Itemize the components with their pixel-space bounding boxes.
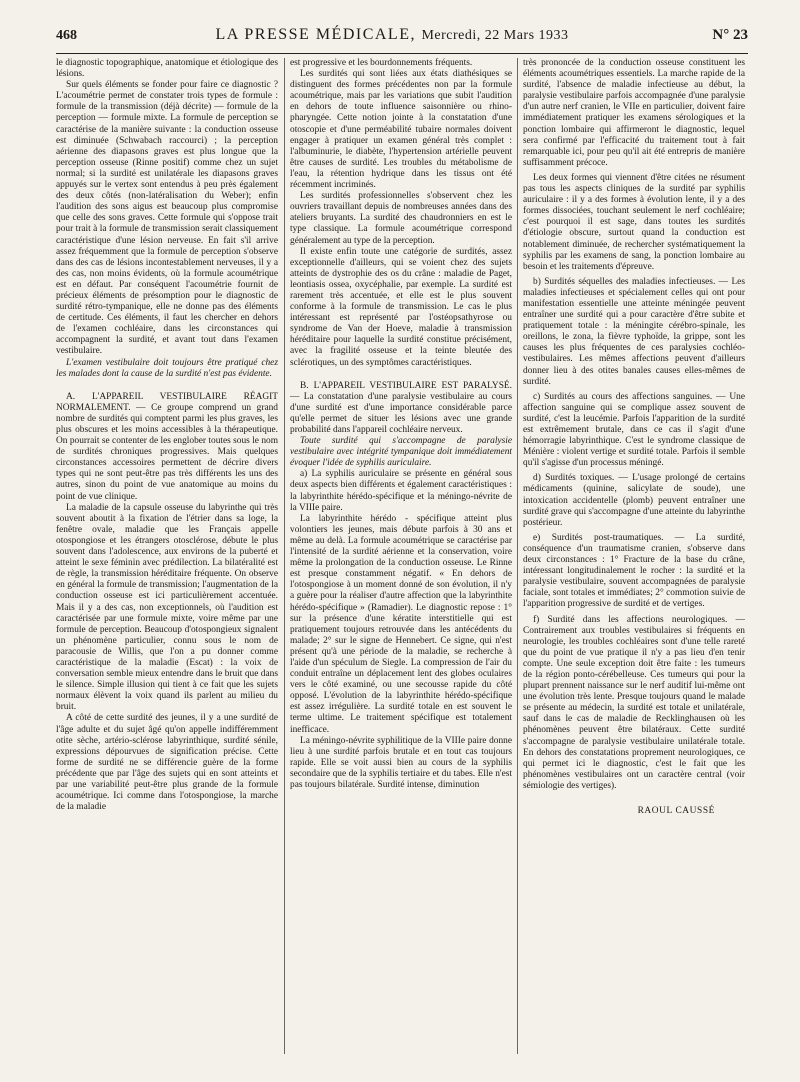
paragraph: a) La syphilis auriculaire se présente en général sous deux aspects bien différents et également caractéristiques : la labyrinthite hérédo-spécifique et la méningo-névrite de la VIIIe paire. xyxy=(290,469,512,513)
paragraph: b) Surdités séquelles des maladies infectieuses. — Les maladies infectieuses et spécialement celles qui ont pour manifestation essentielle une atteinte méningée peuvent entraîner une surdité qui a pour caractère d'être subite et pratiquement totale : la méningite cérébro-spinale, les oreillons, le zona, la fièvre typhoïde, la grippe, sont les causes les plus fréquentes de ces paralysies cochléo-vestibulaires. Les mêmes affections peuvent d'ailleurs donner lieu à des otites banales causes elles-mêmes de surdité. xyxy=(523,276,745,387)
issue-number: N° 23 xyxy=(712,27,748,43)
paragraph: Les surdités qui sont liées aux états diathésiques se distinguent des formes précédentes non par la formule acoumétrique, mais par les variations que subit l'audition en dehors de toute influence saisonnière ou rhino-pharyngée. Cette notion jointe à la constatation d'une otoscopie et d'une perméabilité tubaire normales doivent engager à pratiquer un examen général très complet : l'albuminurie, le diabète, l'hypertension artérielle peuvent être causes de surdité. Les troubles du métabolisme de l'eau, la rétention hydrique dans les tissus ont été récemment incriminés. xyxy=(290,69,512,191)
page-header xyxy=(56,26,748,52)
author-signature: RAOUL CAUSSÉ xyxy=(637,806,715,816)
emphasis-paragraph: Toute surdité qui s'accompagne de paralysie vestibulaire avec intégrité tympanique doit immédiatement évoquer l'idée de syphilis auriculaire. xyxy=(290,436,512,469)
column-3 xyxy=(523,58,745,1054)
column-1 xyxy=(56,58,278,1054)
header-rule xyxy=(56,53,748,54)
paragraph: d) Surdités toxiques. — L'usage prolongé de certains médicaments (quinine, salicylate de soude), une intoxication accidentelle (plomb) peuvent entraîner une surdité grave qui s'accompagne d'une atteinte du labyrinthe postérieur. xyxy=(523,473,745,528)
column-2 xyxy=(290,58,512,1054)
paragraph: Les surdités professionnelles s'observent chez les ouvriers travaillant depuis de nombreuses années dans des ateliers bruyants. La surdité des chaudronniers en est le type classique. La formule acoumétrique correspond généralement au type de la perception. xyxy=(290,191,512,246)
paragraph: f) Surdité dans les affections neurologiques. — Contrairement aux troubles vestibulaires si fréquents en neurologie, les troubles cochléaires sont d'une telle rareté que du point de vue pratique il n'y a pas lieu d'en tenir compte. Une seule exception doit être faite : les tumeurs de la région ponto-cérébelleuse. Ces tumeurs qui pour la plupart prennent naissance sur le nerf auditif lui-même ont une évolution très lente. Presque toujours quand le malade se présente au médecin, la surdité est totale et unilatérale, sauf dans le cas de maladie de Recklinghausen où les phénomènes peuvent être bilatéraux. Cette surdité s'accompagne de paralysie vestibulaire unilatérale totale. En dehors des constatations proprement neurologiques, ce qui permet ici le diagnostic, c'est le fait que les phénomènes vestibulaires ont un caractère central (voir sémiologie des vertiges). xyxy=(523,614,745,791)
paragraph: c) Surdités au cours des affections sanguines. — Une affection sanguine qui se complique assez souvent de surdité, c'est la leucémie. Parfois l'apparition de la surdité est extrêmement brutale, dans ce cas il s'agit d'une hémorragie labyrinthique. C'est le syndrome classique de Ménière : violent vertige et surdité totale. Parfois il semble qu'il s'agisse d'un processus méningé. xyxy=(523,391,745,469)
column-divider xyxy=(517,58,518,1054)
paragraph: La labyrinthite hérédo - spécifique atteint plus volontiers les jeunes, mais débute parfois à 30 ans et même au delà. La formule acoumétrique se caractérise par l'intensité de la surdité aérienne et la conservation, voire même la prolongation de la conduction osseuse. Le Rinne est presque constamment négatif. « En dehors de l'otospongiose à un moment donné de son évolution, il n'y a guère pour la réaliser d'autre affection que la labyrinthite hérédo-spécifique » (Ramadier). Le diagnostic repose : 1° sur la présence d'une kératite interstitielle qui est pratiquement toujours retrouvée dans les antécédents du malade; 2° sur le signe de Hennebert. Ce signe, qui n'est présent qu'à une période de la maladie, se recherche à l'aide d'un spéculum de Siegle. La compression de l'air du conduit entraîne un déplacement lent des globes oculaires vers le côté examiné, ou une secousse rapide du côté opposé. L'évolution de la labyrinthite hérédo-spécifique est assez irrégulière. La surdité totale en est souvent le terme ultime. Le traitement spécifique est totalement inefficace. xyxy=(290,513,512,735)
column-divider xyxy=(284,58,285,1054)
paragraph: Les deux formes qui viennent d'être citées ne résument pas tous les aspects cliniques de la surdité par syphilis auriculaire : il y a des formes à évolution lente, il y a des formes dissociées, touchant seulement le nerf cochléaire; c'est pourquoi il est sage, dans toutes les surdités d'étiologie obscure, surtout quand la conduction est notablement diminuée, de rechercher systématiquement la syphilis par les examens de sang, la ponction lombaire au besoin et les traitements d'épreuve. xyxy=(523,172,745,272)
issue-date: Mercredi, 22 Mars 1933 xyxy=(421,28,569,43)
emphasis-paragraph: L'examen vestibulaire doit toujours être pratiqué chez les malades dont la cause de la surdité n'est pas évidente. xyxy=(56,357,278,379)
paragraph: e) Surdités post-traumatiques. — La surdité, conséquence d'un traumatisme cranien, s'observe dans deux circonstances : 1° Fracture de la base du crâne, intéressant longitudinalement le rocher : la surdité et la paralysie vestibulaire, souvent accompagnées de paralysie faciale, sont totales et immédiates; 2° commotion suivie de l'apparition progressive de surdité et de vertiges. xyxy=(523,532,745,610)
journal-title-line xyxy=(126,26,658,44)
section-a-paragraph: A. L'APPAREIL VESTIBULAIRE RÉAGIT NORMALEMENT. — Ce groupe comprend un grand nombre de surdités qui comptent parmi les plus graves, les plus obscures et les moins accessibles à la thérapeutique. On pourrait se contenter de les englober toutes sous le nom de surdités chroniques progressives. Mais quelques circonstances accessoires permettent de décrire divers types qui ne sont peut-être pas très différents les uns des autres, sinon du point de vue anatomique au moins du point de vue clinique. xyxy=(56,391,278,502)
journal-title: LA PRESSE MÉDICALE, xyxy=(215,26,416,43)
paragraph: A côté de cette surdité des jeunes, il y a une surdité de l'âge adulte et du sujet âgé qu'on appelle indifféremment otite sèche, artério-sclérose labyrinthique, surdité sénile, expressions dépourvues de signification précise. Cette forme de surdité ne se différencie guère de la forme précédente que par l'âge des sujets qui en sont atteints et par une variabilité peut-être plus grande de la formule acoumétrique. Ici comme dans l'otospongiose, la marche de la maladie xyxy=(56,713,278,813)
section-b-paragraph: B. L'APPAREIL VESTIBULAIRE EST PARALYSÉ. — La constatation d'une paralysie vestibulaire au cours d'une surdité est d'une importance considérable parce qu'elle permet de situer les lésions avec une grande probabilité dans l'appareil cochléaire nerveux. xyxy=(290,380,512,435)
paragraph: très prononcée de la conduction osseuse constituent les éléments acoumétriques essentiels. La marche rapide de la surdité, l'absence de maladie infectieuse au début, la paralysie vestibulaire parfois accompagnée d'une paralysie d'un autre nerf cranien, le VIIe en particulier, doivent faire immédiatement pratiquer les examens sérologiques et la ponction lombaire qui affirmeront le diagnostic, lequel sera confirmé par l'efficacité du traitement tout à fait remarquable ici, pour peu qu'il ait été entrepris de manière suffisamment précoce. xyxy=(523,58,745,168)
paragraph: le diagnostic topographique, anatomique et étiologique des lésions. xyxy=(56,58,278,80)
paragraph: Sur quels éléments se fonder pour faire ce diagnostic ? L'acoumétrie permet de constater trois types de formule : formule de la transmission (déjà décrite) — formule de la perception — formule mixte. La formule de perception se caractérise de la manière suivante : la conduction osseuse est diminuée (Schwabach raccourci) ; la perception aérienne des diapasons graves est plus longue que la perception osseuse (Rinne positif) comme chez un sujet normal; si la surdité est unilatérale les diapasons graves appuyés sur le vertex sont entendus à peu près également des deux côtés (non-latéralisation du Weber); enfin l'audition des sons aigus est beaucoup plus compromise que celle des sons graves. Cette formule qui s'oppose trait pour trait à la formule de transmission serait classiquement caractéristique d'une lésion nerveuse. En fait s'il arrive assez fréquemment que la formule de perception s'observe dans des cas de lésions incontestablement nerveuses, il y a des cas, non moins évidents, où la formule acoumétrique est en défaut. Par conséquent l'acoumétrie fournit de précieux éléments de présomption pour le diagnostic de surdité rétro-tympanique, elle ne donne pas des éléments de certitude. Ces éléments, il faut les chercher en dehors de l'examen cochléaire, dans les circonstances qui accompagnent la surdité, et avant tout dans l'examen vestibulaire. xyxy=(56,80,278,357)
paragraph: La maladie de la capsule osseuse du labyrinthe qui très souvent aboutit à la fixation de l'étrier dans sa loge, la fenêtre ovale, maladie que les Français appelle otospongiose et les étrangers otosclérose, débute le plus souvent dans l'adolescence, aux environs de la puberté et atteint le sexe féminin avec prédilection. La bilatéralité est de règle, la transmission héréditaire fréquente. On observe en général la formule de transmission; l'augmentation de la conduction osseuse est ici particulièrement accentuée. Mais il y a des cas, non exceptionnels, où l'audition est caractérisée par une formule mixte, voire même par une formule de perception. Beaucoup d'otospongieux signalent un phénomène particulier, connu sous le nom de paracousie de Willis, que l'on a pu donner comme caractéristique de la maladie (Escat) : la voix de conversation semble mieux entendre dans le bruit que dans le silence. Simple illusion qui tient à ce fait que les sujets normaux élèvent la voix quand ils parlent au milieu du bruit. xyxy=(56,502,278,713)
paragraph: est progressive et les bourdonnements fréquents. xyxy=(290,58,473,68)
page-number: 468 xyxy=(56,28,77,43)
paragraph: Il existe enfin toute une catégorie de surdités, assez exceptionnelle d'ailleurs, qui se voient chez des sujets atteints de dystrophie des os du crâne : maladie de Paget, leontiasis ossea, oxycéphalie, par exemple. La surdité est rarement très accentuée, et elle est le plus souvent conforme à la formule de transmission. Le cas le plus intéressant est représenté par l'ostéopsathyrose ou syndrome de Van der Hoeve, maladie à transmission héréditaire pour laquelle la surdité constitue précisément, avec la fragilité osseuse et la teinte bleutée des sclérotiques, un des symptômes caractéristiques. xyxy=(290,246,512,368)
paragraph: La méningo-névrite syphilitique de la VIIIe paire donne lieu à une surdité parfois brutale et en tout cas toujours rapide. Elle se voit aussi bien au cours de la syphilis secondaire que de la syphilis tertiaire et du tabes. Elle n'est pas toujours bilatérale. Surdité intense, diminution xyxy=(290,735,512,790)
